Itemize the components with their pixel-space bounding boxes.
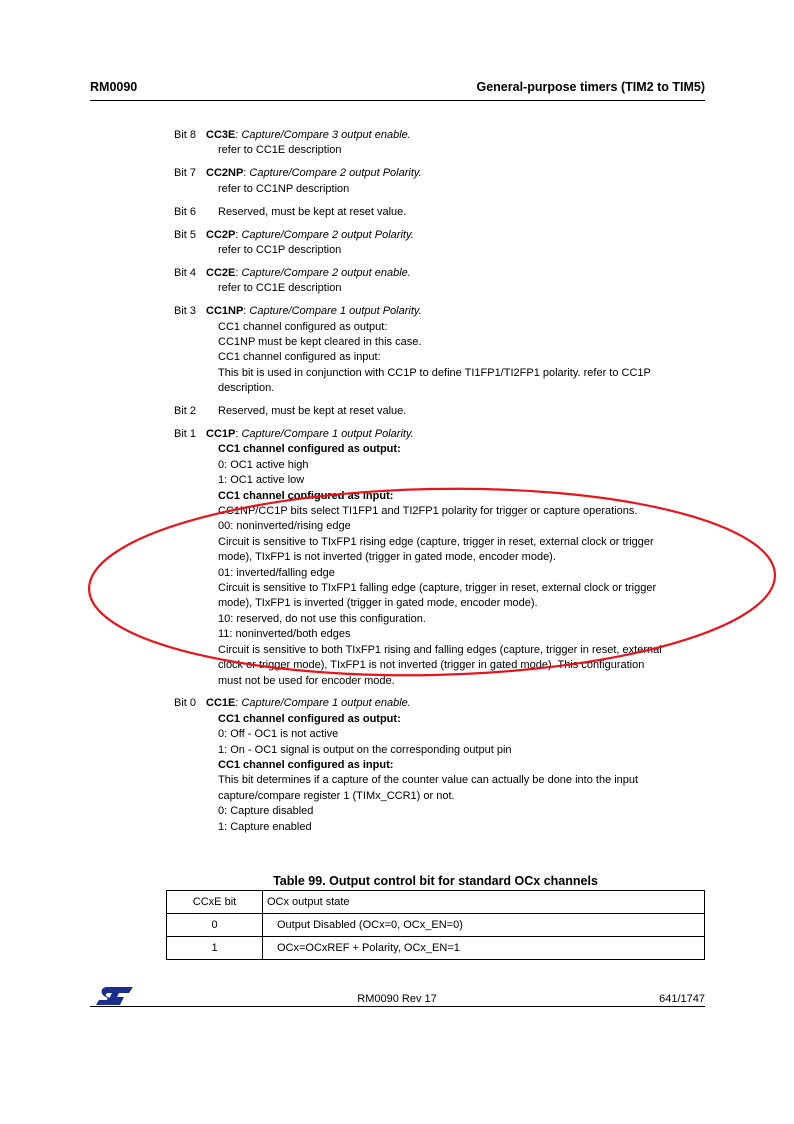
bit-detail-line: CC1NP must be kept cleared in this case.	[218, 335, 422, 348]
bit-field-name: CC1P	[206, 428, 236, 440]
bit-detail-line: 1: On - OC1 signal is output on the corresponding output pin	[218, 743, 512, 756]
table-caption: Table 99. Output control bit for standard OCx channels	[273, 874, 598, 888]
bit-title: CC2E: Capture/Compare 2 output enable.	[206, 266, 411, 279]
bit-detail-line: 00: noninverted/rising edge	[218, 520, 351, 533]
bit-title: CC3E: Capture/Compare 3 output enable.	[206, 129, 411, 141]
table-row	[167, 937, 705, 960]
bit-entry	[174, 228, 714, 259]
bit-detail-line: clock or trigger mode), TIxFP1 is not inverted (trigger in gated mode). This configuration	[218, 659, 645, 672]
bit-number: Bit 3	[174, 305, 197, 318]
bit-detail-line: CC1 channel configured as input:	[218, 351, 381, 364]
bit-detail-line: CC1 channel configured as output:	[218, 320, 388, 333]
bit-field-description: Capture/Compare 2 output Polarity.	[241, 228, 414, 241]
bit-entry	[174, 205, 714, 220]
bit-detail-line: refer to CC1P description	[218, 243, 342, 256]
bit-detail-line: 0: OC1 active high	[218, 458, 309, 471]
footer-page-number: 641/1747	[659, 993, 705, 1005]
bit-detail-line: CC1 channel configured as output:	[218, 712, 401, 725]
bit-heading	[174, 128, 714, 143]
bit-detail	[174, 243, 714, 258]
bit-reserved-text: Reserved, must be kept at reset value.	[218, 405, 407, 418]
bit-number: Bit 6	[174, 205, 197, 218]
bit-entry	[174, 128, 714, 159]
bit-entry	[174, 266, 714, 297]
bit-detail	[174, 143, 714, 158]
bit-entry	[174, 696, 714, 835]
table-cell: 1	[167, 937, 263, 960]
table-header-row	[167, 891, 705, 914]
bit-detail-line: CC1NP/CC1P bits select TI1FP1 and TI2FP1 polarity for trigger or capture operations.	[218, 505, 638, 518]
bit-field-name: CC1NP	[206, 305, 244, 318]
bit-number: Bit 1	[174, 428, 197, 440]
table-header-cell: OCx output state	[263, 891, 705, 914]
bit-heading	[174, 427, 714, 442]
header-doc-id: RM0090	[90, 80, 138, 94]
bit-detail-line: This bit is used in conjunction with CC1P to define TI1FP1/TI2FP1 polarity. refer to CC1P	[218, 366, 651, 379]
bit-detail-line: Circuit is sensitive to TIxFP1 falling edge (capture, trigger in reset, external clock or trigger	[218, 582, 657, 595]
bit-entry	[174, 304, 714, 396]
bit-heading	[174, 304, 714, 319]
bit-detail-line: description.	[218, 382, 275, 395]
bit-detail-line: must not be used for encoder mode.	[218, 674, 395, 687]
bit-reserved-text: Reserved, must be kept at reset value.	[218, 205, 407, 218]
bit-entry	[174, 427, 714, 689]
bit-heading	[174, 205, 714, 220]
bit-title: CC1NP: Capture/Compare 1 output Polarity.	[206, 305, 422, 318]
bit-detail-line: 0: Capture disabled	[218, 805, 314, 818]
bit-detail-line: refer to CC1E description	[218, 144, 342, 157]
bit-heading	[174, 228, 714, 243]
table-cell: Output Disabled (OCx=0, OCx_EN=0)	[263, 914, 705, 937]
bit-field-name: CC2E	[206, 266, 236, 279]
bit-detail-line: capture/compare register 1 (TIMx_CCR1) or not.	[218, 789, 455, 802]
bit-field-name: CC3E	[206, 129, 236, 141]
bit-detail-line: 11: noninverted/both edges	[218, 628, 351, 641]
bit-number: Bit 2	[174, 405, 197, 418]
bit-detail-line: CC1 channel configured as input:	[218, 759, 394, 772]
footer-divider	[90, 1006, 705, 1007]
table-cell: 0	[167, 914, 263, 937]
output-control-table	[166, 890, 705, 960]
bit-detail-line: This bit determines if a capture of the counter value can actually be done into the input	[218, 774, 639, 787]
bit-title: CC1P: Capture/Compare 1 output Polarity.	[206, 428, 414, 440]
bit-field-description: Capture/Compare 1 output Polarity.	[249, 305, 422, 318]
bit-detail-line: refer to CC1NP description	[218, 182, 350, 195]
bit-heading	[174, 266, 714, 281]
bit-detail-line: 1: Capture enabled	[218, 820, 312, 833]
bit-entry	[174, 404, 714, 419]
footer-doc-rev: RM0090 Rev 17	[357, 993, 437, 1005]
bit-detail-line: Circuit is sensitive to both TIxFP1 rising and falling edges (capture, trigger in reset, external	[218, 643, 662, 656]
table-header-cell: CCxE bit	[167, 891, 263, 914]
bit-detail-line: mode), TIxFP1 is not inverted (trigger in gated mode, encoder mode).	[218, 551, 556, 564]
bit-detail	[174, 320, 714, 397]
bit-title: CC2NP: Capture/Compare 2 output Polarity.	[206, 167, 422, 180]
bit-number: Bit 5	[174, 228, 197, 241]
table-row	[167, 914, 705, 937]
bit-heading	[174, 166, 714, 181]
bit-field-description: Capture/Compare 1 output enable.	[241, 697, 411, 710]
bit-number: Bit 4	[174, 266, 197, 279]
bit-field-name: CC2P	[206, 228, 236, 241]
bit-heading	[174, 696, 714, 711]
bit-entry	[174, 166, 714, 197]
bit-heading	[174, 404, 714, 419]
bit-number: Bit 8	[174, 129, 197, 141]
bit-field-name: CC2NP	[206, 167, 244, 180]
bit-descriptions	[174, 128, 714, 843]
bit-field-description: Capture/Compare 2 output Polarity.	[249, 167, 422, 180]
bit-detail-line: 0: Off - OC1 is not active	[218, 728, 339, 741]
bit-field-description: Capture/Compare 2 output enable.	[241, 266, 411, 279]
bit-field-name: CC1E	[206, 697, 236, 710]
bit-detail-line: mode), TIxFP1 is inverted (trigger in gated mode, encoder mode).	[218, 597, 538, 610]
bit-detail	[174, 442, 714, 689]
bit-field-description: Capture/Compare 3 output enable.	[241, 129, 411, 141]
table-cell: OCx=OCxREF + Polarity, OCx_EN=1	[263, 937, 705, 960]
bit-number: Bit 7	[174, 167, 197, 180]
bit-number: Bit 0	[174, 697, 197, 710]
bit-detail-line: 1: OC1 active low	[218, 474, 305, 487]
bit-detail-line: refer to CC1E description	[218, 282, 342, 295]
bit-detail	[174, 182, 714, 197]
bit-detail-line: CC1 channel configured as input:	[218, 489, 394, 502]
bit-detail	[174, 281, 714, 296]
bit-detail-line: Circuit is sensitive to TIxFP1 rising edge (capture, trigger in reset, external clock or trigger	[218, 535, 654, 548]
header-section-title: General-purpose timers (TIM2 to TIM5)	[476, 80, 705, 94]
bit-detail-line: 01: inverted/falling edge	[218, 566, 335, 579]
bit-detail-line: CC1 channel configured as output:	[218, 443, 401, 456]
bit-detail	[174, 712, 714, 835]
bit-title: CC2P: Capture/Compare 2 output Polarity.	[206, 228, 414, 241]
bit-detail-line: 10: reserved, do not use this configuration.	[218, 612, 426, 625]
bit-title: CC1E: Capture/Compare 1 output enable.	[206, 697, 411, 710]
bit-field-description: Capture/Compare 1 output Polarity.	[241, 428, 414, 440]
header-divider	[90, 100, 705, 101]
